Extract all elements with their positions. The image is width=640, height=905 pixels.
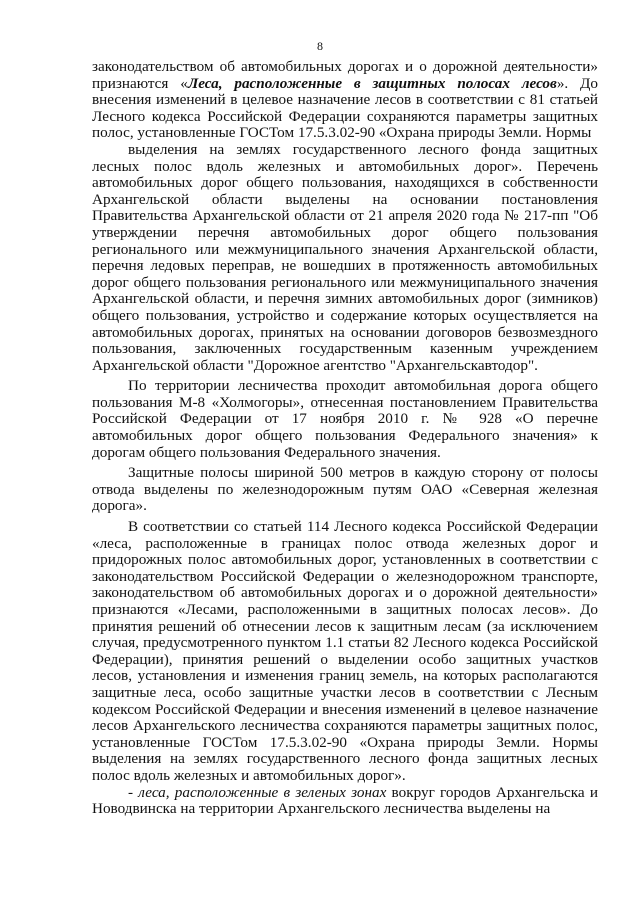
body-text <box>92 59 598 818</box>
text-run: вокруг городов Архангельска и Новодвинска на территории Архангельского лесничества выделены на <box>92 783 598 818</box>
paragraph: выделения на землях государственного лесного фонда защитных лесных полос вдоль железных и автомобильных дорог». Перечень автомобильных дорог общего пользования, находящихся в собственности Архангельской области выделены на основании постановления Правительства Архангельской области от 21 апреля 2020 года № 217-пп "Об утверждении перечня автомобильных дорог общего пользования регионального или межмуниципального значения Архангельской области, перечня ледовых переправ, не вошедших в протяженность автомобильных дорог общего пользования регионального или межмуниципального значения Архангельской области, и перечня зимних автомобильных дорог (зимников) общего пользования, устройство и содержание которых осуществляется на автомобильных дорогах, принятых на основании договоров безвозмездного пользования, заключенных государственным казенным учреждением Архангельской области "Дорожное агентство "Архангельскавтодор". <box>92 140 598 374</box>
paragraph: Защитные полосы шириной 500 метров в каждую сторону от полосы отвода выделены по железнодорожным путям ОАО «Северная железная дорога». <box>92 464 598 515</box>
text-run: законодательством об автомобильных дорогах и о дорожной деятельности» признаются « <box>92 58 598 92</box>
emphasis-text: Леса, расположенные в защитных полосах лесов <box>187 74 557 92</box>
paragraph: По территории лесничества проходит автомобильная дорога общего пользования М-8 «Холмогоры», отнесенная постановлением Правительства Российской Федерации от 17 ноября 2010 г. № 928 «О перечне автомобильных дорог общего пользования Федерального значения» к дорогам общего пользования Федерального значения. <box>92 377 598 461</box>
text-run: ». До внесения изменений в целевое назначение лесов в соответствии с 81 статьей Лесного кодекса Российской Федерации сохраняются параметры защитных полос, установленные ГОСТом 17.5.3.02-90 «Охрана природы Земли. Нормы <box>92 74 598 142</box>
paragraph <box>92 59 598 142</box>
paragraph: В соответствии со статьей 114 Лесного кодекса Российской Федерации «леса, расположенные в границах полос отвода железных дорог и придорожных полос автомобильных дорог, установленных в соответствии с законодательством Российской Федерации о железнодорожном транспорте, законодательством об автомобильных дорогах и о дорожной деятельности» признаются «Лесами, расположенными в защитных полосах лесов». До принятия решений об отнесении лесов к защитным лесам (за исключением случая, предусмотренного пунктом 1.1 статьи 82 Лесного кодекса Российской Федерации), принятия решений о выделении особо защитных участков лесов, установления и изменения границ земель, на которых располагаются защитные леса, особо защитные участки лесов в соответствии с Лесным кодексом Российской Федерации и внесения изменений в целевое назначение лесов Архангельского лесничества сохраняются параметры защитных полос, установленные ГОСТом 17.5.3.02-90 «Охрана природы Земли. Нормы выделения на землях государственного лесного фонда защитных лесных полос вдоль железных и автомобильных дорог». <box>92 518 598 784</box>
page-number: 8 <box>317 39 323 53</box>
list-dash: - <box>128 783 139 801</box>
emphasis-text: леса, расположенные в зеленых зонах <box>138 783 387 801</box>
list-item <box>92 785 598 818</box>
